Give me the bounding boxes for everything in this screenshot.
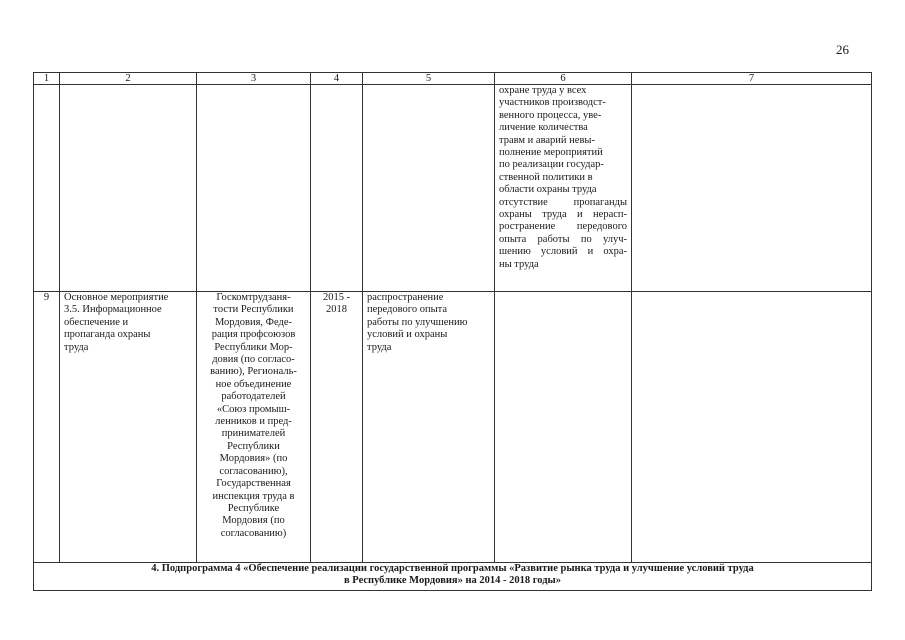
cell-line: Основное мероприятие bbox=[64, 292, 169, 303]
cell-line: Госкомтрудзаня- bbox=[216, 292, 291, 303]
cell-line: обеспечение и bbox=[64, 316, 129, 328]
cell-line: отсутствие пропаганды bbox=[499, 196, 627, 208]
column-number-row bbox=[34, 73, 872, 85]
cell-line: охраны труда и нерасп- bbox=[499, 209, 627, 221]
continued-row bbox=[34, 85, 872, 292]
cell-line: труда bbox=[367, 341, 392, 353]
cell-line: ное объединение bbox=[215, 378, 292, 390]
cell-line: ственной политики в bbox=[499, 171, 593, 183]
column-number: 5 bbox=[363, 73, 495, 85]
cell-line: Республики bbox=[227, 440, 280, 452]
cell-line: согласованию), bbox=[219, 465, 288, 477]
cell-line: ленников и пред- bbox=[215, 416, 292, 428]
cell-line: довия (по согласо- bbox=[212, 354, 295, 366]
subprogram-line: в Республике Мордовия» на 2014 - 2018 годы» bbox=[344, 575, 561, 586]
cell-line: ванию), Региональ- bbox=[210, 366, 297, 378]
cell-line: труда bbox=[64, 341, 89, 353]
table-cell bbox=[495, 292, 632, 563]
column-number: 6 bbox=[495, 73, 632, 85]
cell-line: «Союз промыш- bbox=[216, 403, 291, 415]
consequence-cell bbox=[495, 85, 632, 292]
cell-line: принимателей bbox=[221, 428, 286, 440]
cell-line: 2018 bbox=[326, 304, 347, 316]
cell-line: области охраны труда bbox=[499, 184, 597, 196]
subprogram-title bbox=[34, 563, 872, 591]
cell-line: опыта работы по улуч- bbox=[499, 233, 627, 245]
table-cell bbox=[34, 85, 60, 292]
cell-line: по реализации государ- bbox=[499, 159, 604, 171]
cell-line: согласованию) bbox=[220, 527, 287, 539]
program-table bbox=[33, 72, 872, 591]
cell-line: распространение bbox=[367, 292, 444, 303]
cell-line: личение количества bbox=[499, 122, 588, 134]
cell-line: участников производст- bbox=[499, 97, 606, 109]
cell-line: травм и аварий невы- bbox=[499, 134, 595, 146]
cell-line: инспекция труда в bbox=[212, 490, 295, 502]
cell-line: передового опыта bbox=[367, 304, 448, 316]
cell-line: 3.5. Информационное bbox=[64, 304, 162, 316]
cell-line: пропаганда охраны bbox=[64, 329, 151, 341]
table-row-9 bbox=[34, 292, 872, 563]
cell-line: Республики Мор- bbox=[214, 341, 293, 353]
column-number: 3 bbox=[197, 73, 311, 85]
cell-line: условий и охраны bbox=[367, 329, 448, 341]
cell-line: ространение передового bbox=[499, 221, 627, 233]
table-cell bbox=[311, 85, 363, 292]
cell-line: Республике bbox=[227, 502, 280, 514]
cell-line: работы по улучшению bbox=[367, 316, 468, 328]
cell-line: полнение мероприятий bbox=[499, 147, 603, 159]
row-number: 9 bbox=[34, 292, 60, 563]
cell-line: 2015 - bbox=[322, 292, 351, 303]
column-number: 2 bbox=[60, 73, 197, 85]
cell-line: Государственная bbox=[216, 478, 291, 490]
period-cell bbox=[311, 292, 363, 563]
cell-line: Мордовия, Феде- bbox=[214, 316, 292, 328]
table-cell bbox=[363, 85, 495, 292]
cell-line: Мордовия (по bbox=[222, 515, 285, 527]
cell-line: работодателей bbox=[221, 391, 286, 403]
table-cell bbox=[197, 85, 311, 292]
column-number: 7 bbox=[632, 73, 872, 85]
subprogram-line: 4. Подпрограмма 4 «Обеспечение реализации государственной программы «Развитие рынка труда и улучшение условий труда bbox=[151, 563, 754, 574]
executors-cell bbox=[197, 292, 311, 563]
page-number: 26 bbox=[836, 42, 849, 57]
cell-line: рация профсоюзов bbox=[211, 329, 296, 341]
table-cell bbox=[60, 85, 197, 292]
column-number: 4 bbox=[311, 73, 363, 85]
column-number: 1 bbox=[34, 73, 60, 85]
table-cell bbox=[632, 292, 872, 563]
measure-cell bbox=[60, 292, 197, 563]
cell-line: тости Республики bbox=[213, 304, 294, 316]
cell-line: шению условий и охра- bbox=[499, 246, 627, 258]
cell-line: охране труда у всех bbox=[499, 85, 587, 96]
subprogram-row bbox=[34, 563, 872, 591]
result-cell bbox=[363, 292, 495, 563]
cell-line: ны труда bbox=[499, 258, 539, 270]
cell-line: Мордовия» (по bbox=[219, 453, 288, 465]
cell-line: венного процесса, уве- bbox=[499, 109, 602, 121]
table-cell bbox=[632, 85, 872, 292]
